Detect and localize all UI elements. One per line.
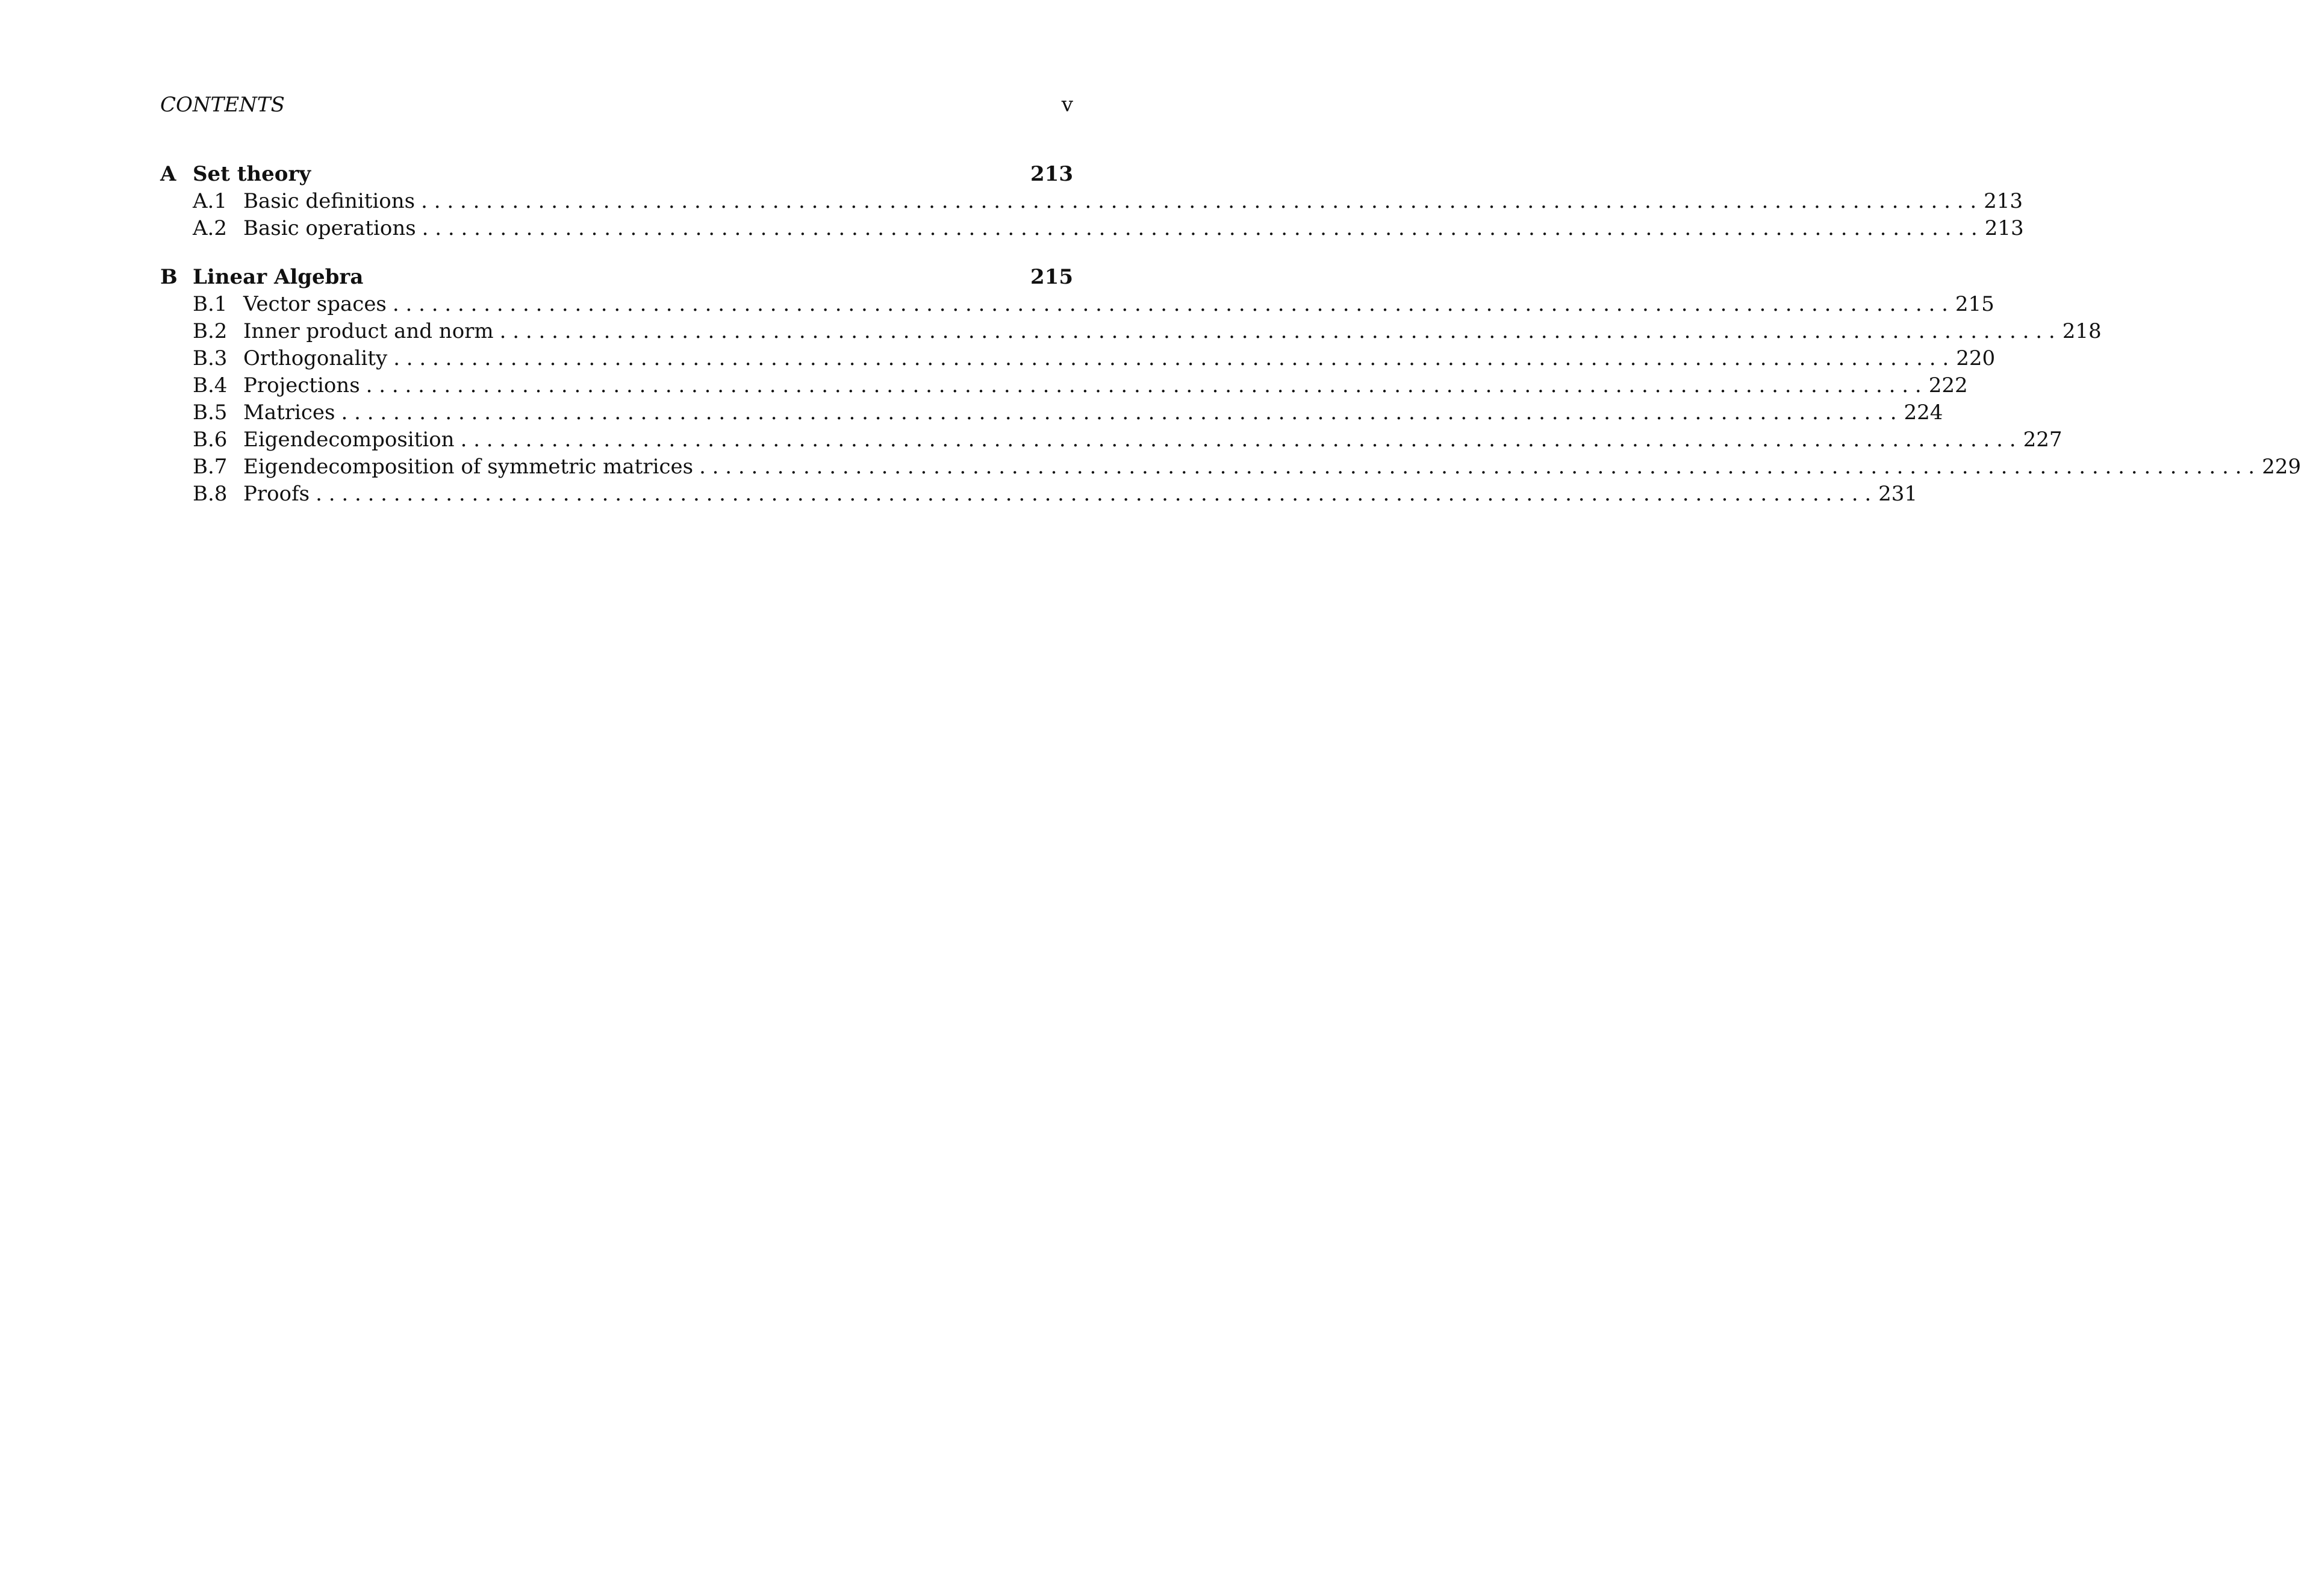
- section-title: Vector spaces: [243, 292, 387, 316]
- section-title: Orthogonality: [243, 346, 388, 370]
- section-page: 229: [2262, 455, 2301, 479]
- section-page: 227: [2023, 428, 2063, 452]
- section-title: Projections: [243, 373, 360, 397]
- toc-section-b3[interactable]: [193, 345, 1996, 372]
- section-number: B.4: [193, 373, 228, 397]
- section-number: B.5: [193, 401, 228, 425]
- dot-leader: . . . . . . . . . . . . . . . . . . . . . . . . . . . . . . . . . . . . . . . . . . . . . . . . . . . . . . . . . . . . . . . . . . . . . . . . . . . . . . . . . . . . . . . . . . . . . . . . . . . . . . . . . . . . . . . . . . . . . . . .: [341, 401, 1897, 425]
- section-title: Inner product and norm: [243, 319, 494, 343]
- section-page: 213: [1984, 189, 2023, 213]
- section-title: Basic operations: [243, 216, 416, 240]
- section-title: Matrices: [243, 401, 335, 425]
- section-page: 231: [1878, 482, 1918, 506]
- section-number: B.1: [193, 292, 228, 316]
- section-page: 218: [2062, 319, 2102, 343]
- chapter-title: Linear Algebra: [193, 265, 364, 289]
- toc-chapter-b[interactable]: [160, 264, 1073, 290]
- section-number: B.7: [193, 455, 228, 479]
- section-number: A.2: [193, 216, 227, 240]
- running-head: [160, 92, 1073, 118]
- toc-section-b2[interactable]: [193, 318, 2102, 344]
- toc-section-a1[interactable]: [193, 188, 2023, 214]
- dot-leader: . . . . . . . . . . . . . . . . . . . . . . . . . . . . . . . . . . . . . . . . . . . . . . . . . . . . . . . . . . . . . . . . . . . . . . . . . . . . . . . . . . . . . . . . . . . . . . . . . . . . . . . . . . . . . . . . . . . . . . . .: [699, 455, 2255, 479]
- chapter-page: 215: [1030, 265, 1073, 289]
- section-number: B.3: [193, 346, 228, 370]
- toc-section-b8[interactable]: [193, 481, 1918, 507]
- section-page: 222: [1928, 373, 1968, 397]
- toc-section-b5[interactable]: [193, 399, 1943, 426]
- dot-leader: . . . . . . . . . . . . . . . . . . . . . . . . . . . . . . . . . . . . . . . . . . . . . . . . . . . . . . . . . . . . . . . . . . . . . . . . . . . . . . . . . . . . . . . . . . . . . . . . . . . . . . . . . . . . . . . . . . . . . . . .: [366, 373, 1922, 397]
- dot-leader: . . . . . . . . . . . . . . . . . . . . . . . . . . . . . . . . . . . . . . . . . . . . . . . . . . . . . . . . . . . . . . . . . . . . . . . . . . . . . . . . . . . . . . . . . . . . . . . . . . . . . . . . . . . . . . . . . . . . . . . .: [393, 346, 1949, 370]
- toc-section-a2[interactable]: [193, 215, 2024, 242]
- dot-leader: . . . . . . . . . . . . . . . . . . . . . . . . . . . . . . . . . . . . . . . . . . . . . . . . . . . . . . . . . . . . . . . . . . . . . . . . . . . . . . . . . . . . . . . . . . . . . . . . . . . . . . . . . . . . . . . . . . . . . . . .: [392, 292, 1948, 316]
- section-title: Proofs: [243, 482, 310, 506]
- chapter-number: B: [160, 265, 178, 289]
- chapter-title: Set theory: [193, 162, 311, 186]
- toc-section-b4[interactable]: [193, 372, 1968, 399]
- toc-chapter-a[interactable]: [160, 161, 1073, 187]
- section-title: Basic definitions: [243, 189, 416, 213]
- section-title: Eigendecomposition: [243, 428, 455, 452]
- dot-leader: . . . . . . . . . . . . . . . . . . . . . . . . . . . . . . . . . . . . . . . . . . . . . . . . . . . . . . . . . . . . . . . . . . . . . . . . . . . . . . . . . . . . . . . . . . . . . . . . . . . . . . . . . . . . . . . . . . . . . . . .: [421, 189, 1977, 213]
- section-number: B.6: [193, 428, 228, 452]
- section-number: B.2: [193, 319, 228, 343]
- dot-leader: . . . . . . . . . . . . . . . . . . . . . . . . . . . . . . . . . . . . . . . . . . . . . . . . . . . . . . . . . . . . . . . . . . . . . . . . . . . . . . . . . . . . . . . . . . . . . . . . . . . . . . . . . . . . . . . . . . . . . . . .: [499, 319, 2055, 343]
- document-page: [160, 0, 2301, 1596]
- section-page: 224: [1904, 401, 1943, 425]
- section-page: 213: [1984, 216, 2024, 240]
- page-number: v: [1061, 93, 1073, 117]
- section-page: 220: [1956, 346, 1996, 370]
- section-title: Eigendecomposition of symmetric matrices: [243, 455, 694, 479]
- section-page: 215: [1955, 292, 1994, 316]
- chapter-page: 213: [1030, 162, 1073, 186]
- section-number: B.8: [193, 482, 228, 506]
- toc-section-b7[interactable]: [193, 454, 2301, 480]
- running-head-title: CONTENTS: [160, 93, 285, 117]
- chapter-number: A: [160, 162, 176, 186]
- dot-leader: . . . . . . . . . . . . . . . . . . . . . . . . . . . . . . . . . . . . . . . . . . . . . . . . . . . . . . . . . . . . . . . . . . . . . . . . . . . . . . . . . . . . . . . . . . . . . . . . . . . . . . . . . . . . . . . . . . . . . . . .: [460, 428, 2016, 452]
- toc-section-b1[interactable]: [193, 291, 1994, 317]
- dot-leader: . . . . . . . . . . . . . . . . . . . . . . . . . . . . . . . . . . . . . . . . . . . . . . . . . . . . . . . . . . . . . . . . . . . . . . . . . . . . . . . . . . . . . . . . . . . . . . . . . . . . . . . . . . . . . . . . . . . . . . . .: [422, 216, 1978, 240]
- section-number: A.1: [193, 189, 227, 213]
- toc-section-b6[interactable]: [193, 426, 2063, 453]
- dot-leader: . . . . . . . . . . . . . . . . . . . . . . . . . . . . . . . . . . . . . . . . . . . . . . . . . . . . . . . . . . . . . . . . . . . . . . . . . . . . . . . . . . . . . . . . . . . . . . . . . . . . . . . . . . . . . . . . . . . . . . . .: [316, 482, 1872, 506]
